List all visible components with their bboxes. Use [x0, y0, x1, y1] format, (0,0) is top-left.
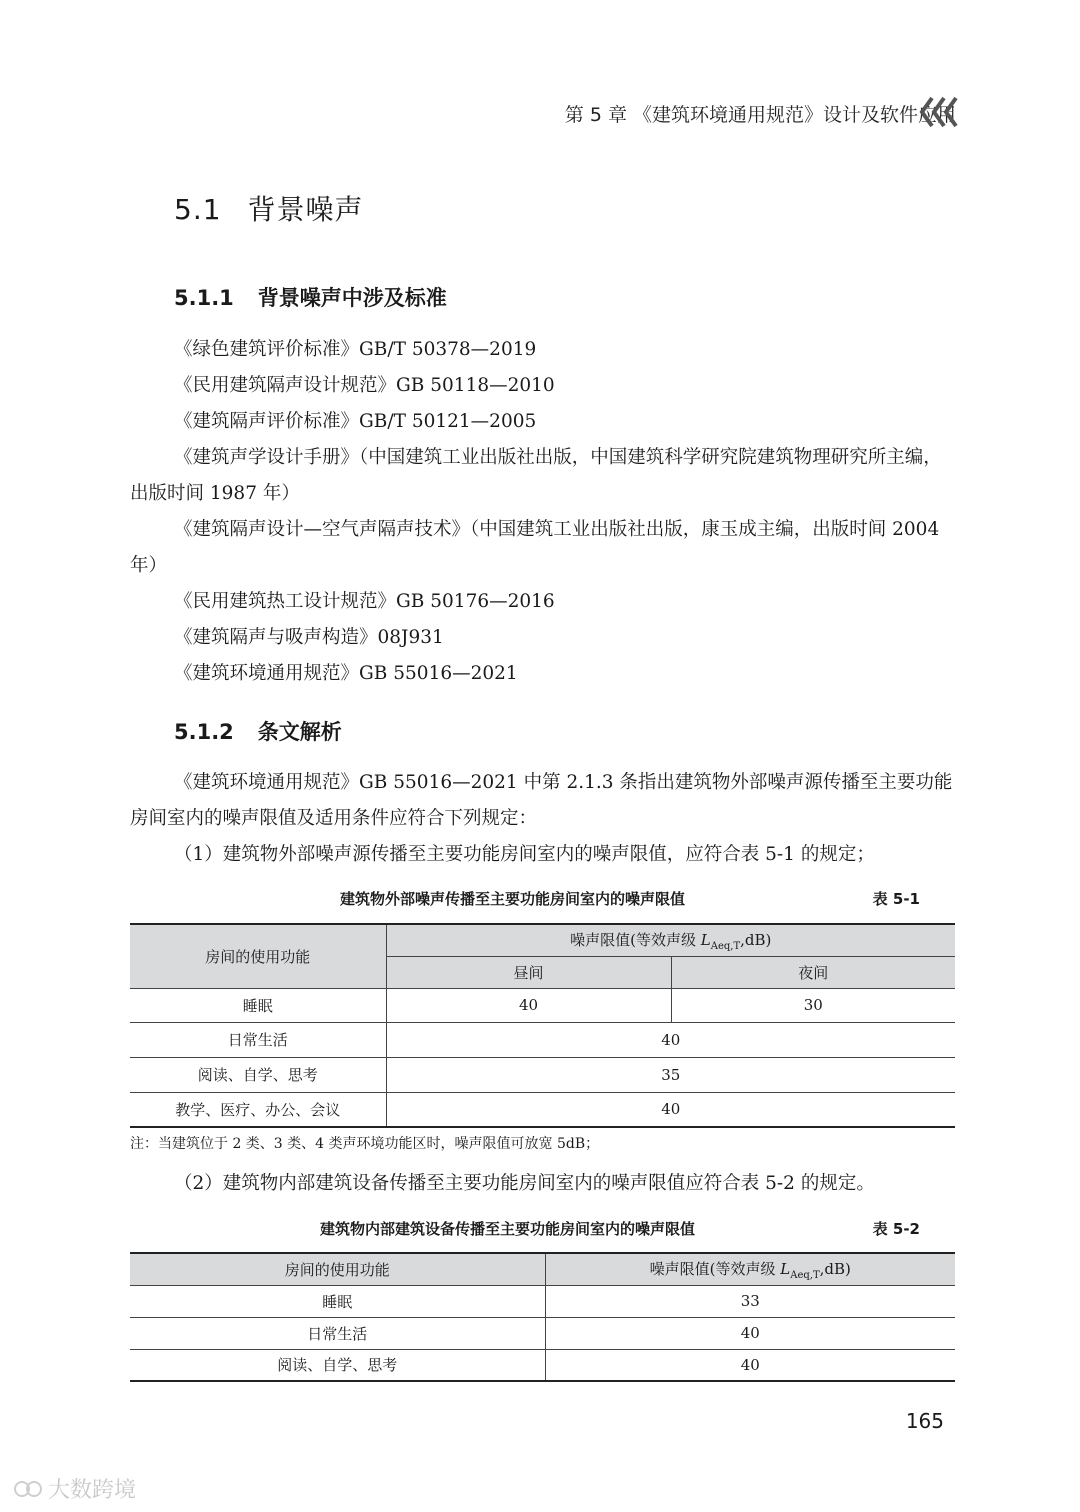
- page-number: 165: [905, 1409, 944, 1433]
- running-header: 第 5 章 《建筑环境通用规范》设计及软件应用: [564, 104, 956, 126]
- table-row: [130, 1317, 955, 1349]
- subsection-heading: 条文解析: [257, 720, 342, 744]
- body-paragraph: （1）建筑物外部噪声源传播至主要功能房间室内的噪声限值，应符合表 5-1 的规定；: [174, 844, 875, 865]
- reference-item: 《建筑隔声评价标准》GB/T 50121—2005: [174, 411, 537, 432]
- table-number: 表 5-2: [872, 1220, 920, 1238]
- table-row: [130, 1092, 955, 1127]
- subsection-heading: 背景噪声中涉及标准: [257, 286, 447, 310]
- reference-item: 《建筑隔声与吸声构造》08J931: [174, 627, 444, 648]
- table-cell: 教学、医疗、办公、会议: [130, 1092, 386, 1127]
- table-cell: 40: [545, 1349, 955, 1381]
- reference-item: 《建筑环境通用规范》GB 55016—2021: [174, 663, 518, 684]
- chevron-decoration-icon: [918, 96, 960, 128]
- table-row: [130, 1022, 955, 1057]
- table-cell: 40: [386, 988, 671, 1022]
- reference-list: [130, 332, 956, 692]
- table-number: 表 5-1: [872, 890, 920, 908]
- section-number: 5.1: [174, 193, 222, 226]
- subsection-title-1: [174, 282, 447, 312]
- table-cell: 睡眠: [130, 1285, 545, 1317]
- reference-item: 《民用建筑隔声设计规范》GB 50118—2010: [174, 375, 555, 396]
- noise-limit-table-2: [130, 1252, 955, 1382]
- subsection-number: 5.1.2: [174, 720, 234, 744]
- watermark: [14, 1473, 136, 1504]
- subsection-title-2: [174, 716, 342, 746]
- body-paragraph: 《建筑环境通用规范》GB 55016—2021 中第 2.1.3 条指出建筑物外部噪声源传播至主要功能房间室内的噪声限值及适用条件应符合下列规定：: [130, 772, 953, 829]
- table-row: [130, 1285, 955, 1317]
- table-row: [130, 988, 955, 1022]
- section-heading: 背景噪声: [247, 193, 364, 226]
- table-header-cell: 昼间: [386, 956, 671, 988]
- table-cell: 30: [671, 988, 955, 1022]
- table-cell: 33: [545, 1285, 955, 1317]
- reference-item: 《建筑声学设计手册》（中国建筑工业出版社出版，中国建筑科学研究院建筑物理研究所主编，出版时间 1987 年）: [130, 447, 942, 504]
- table-cell: 40: [386, 1022, 955, 1057]
- watermark-text: 大数跨境: [48, 1478, 137, 1503]
- table-cell: 40: [545, 1317, 955, 1349]
- table-header-cell: 噪声限值(等效声级 $L_{Aeq,T},dB$): [386, 924, 955, 956]
- reference-item: 《民用建筑热工设计规范》GB 50176—2016: [174, 591, 555, 612]
- reference-item: 《建筑隔声设计—空气声隔声技术》（中国建筑工业出版社出版，康玉成主编，出版时间 2004 年）: [130, 519, 940, 576]
- table-cell: 日常生活: [130, 1022, 386, 1057]
- table-cell: 睡眠: [130, 988, 386, 1022]
- noise-limit-table-1: [130, 923, 955, 1128]
- table-title: 建筑物内部建筑设备传播至主要功能房间室内的噪声限值: [320, 1220, 696, 1238]
- table-header-cell: 噪声限值(等效声级 $L_{Aeq,T},dB$): [545, 1253, 955, 1285]
- reference-item: 《绿色建筑评价标准》GB/T 50378—2019: [174, 339, 537, 360]
- table-cell: 35: [386, 1057, 955, 1092]
- subsection-number: 5.1.1: [174, 286, 234, 310]
- table-header-cell: 夜间: [671, 956, 955, 988]
- section-title: [174, 188, 364, 228]
- table-header-cell: 房间的使用功能: [130, 924, 386, 988]
- table-row: [130, 1349, 955, 1381]
- table-header-cell: 房间的使用功能: [130, 1253, 545, 1285]
- body-paragraph: （2）建筑物内部建筑设备传播至主要功能房间室内的噪声限值应符合表 5-2 的规定。: [174, 1173, 875, 1194]
- table-cell: 40: [386, 1092, 955, 1127]
- table-cell: 阅读、自学、思考: [130, 1349, 545, 1381]
- table-cell: 阅读、自学、思考: [130, 1057, 386, 1092]
- table-cell: 日常生活: [130, 1317, 545, 1349]
- table-row: [130, 1057, 955, 1092]
- table-title: 建筑物外部噪声传播至主要功能房间室内的噪声限值: [340, 890, 686, 908]
- table-note: 注：当建筑位于 2 类、3 类、4 类声环境功能区时，噪声限值可放宽 5dB；: [130, 1136, 600, 1152]
- watermark-logo-icon: [14, 1478, 42, 1500]
